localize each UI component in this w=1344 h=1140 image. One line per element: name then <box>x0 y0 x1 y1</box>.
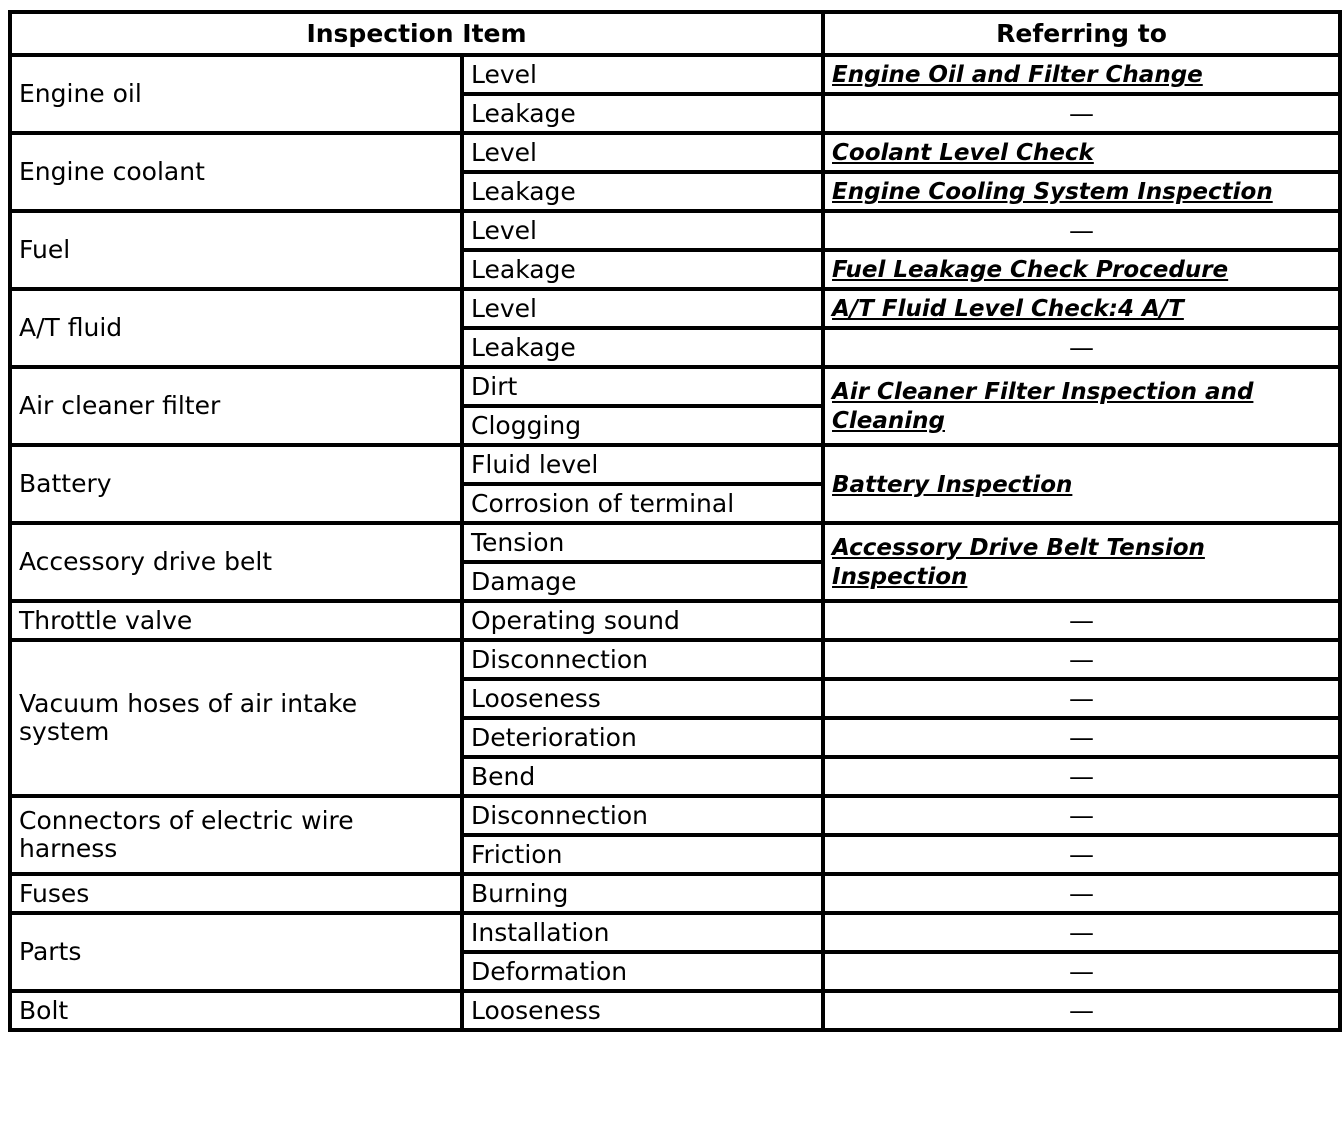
table-row <box>10 991 1340 1030</box>
ref-dash: — <box>823 952 1340 991</box>
sub-item: Looseness <box>462 991 823 1030</box>
sub-item: Deformation <box>462 952 823 991</box>
table-row <box>10 55 1340 94</box>
ref-cell <box>823 367 1340 445</box>
ref-cell <box>823 172 1340 211</box>
sub-item: Burning <box>462 874 823 913</box>
sub-item: Level <box>462 211 823 250</box>
table-row <box>10 640 1340 679</box>
inspection-table <box>8 10 1342 1032</box>
sub-item: Deterioration <box>462 718 823 757</box>
sub-item: Level <box>462 55 823 94</box>
ref-link-engine-oil-filter-change[interactable]: Engine Oil and Filter Change <box>832 62 1203 88</box>
ref-dash: — <box>823 835 1340 874</box>
ref-link-fuel-leakage-check[interactable]: Fuel Leakage Check Procedure <box>832 257 1229 283</box>
header-inspection-item: Inspection Item <box>10 12 823 55</box>
header-referring-to: Referring to <box>823 12 1340 55</box>
sub-item: Tension <box>462 523 823 562</box>
sub-item: Disconnection <box>462 796 823 835</box>
item-battery: Battery <box>10 445 462 523</box>
table-row <box>10 796 1340 835</box>
ref-dash: — <box>823 211 1340 250</box>
sub-item: Installation <box>462 913 823 952</box>
ref-dash: — <box>823 757 1340 796</box>
table-row <box>10 211 1340 250</box>
ref-dash: — <box>823 874 1340 913</box>
sub-item: Level <box>462 133 823 172</box>
sub-item: Operating sound <box>462 601 823 640</box>
table-row <box>10 445 1340 484</box>
ref-link-battery-inspection[interactable]: Battery Inspection <box>832 471 1073 498</box>
table-row <box>10 601 1340 640</box>
ref-cell <box>823 250 1340 289</box>
sub-item: Clogging <box>462 406 823 445</box>
ref-dash: — <box>823 913 1340 952</box>
ref-cell <box>823 445 1340 523</box>
ref-cell <box>823 55 1340 94</box>
item-parts: Parts <box>10 913 462 991</box>
ref-dash: — <box>823 94 1340 133</box>
ref-dash: — <box>823 328 1340 367</box>
ref-cell <box>823 133 1340 172</box>
ref-dash: — <box>823 679 1340 718</box>
item-vacuum-hoses: Vacuum hoses of air intake system <box>10 640 462 796</box>
item-fuel: Fuel <box>10 211 462 289</box>
item-engine-oil: Engine oil <box>10 55 462 133</box>
sub-item: Leakage <box>462 250 823 289</box>
ref-dash: — <box>823 640 1340 679</box>
ref-link-cooling-system-inspection[interactable]: Engine Cooling System Inspection <box>832 179 1273 205</box>
ref-link-coolant-level-check[interactable]: Coolant Level Check <box>832 140 1094 166</box>
ref-link-at-fluid-level-check[interactable]: A/T Fluid Level Check:4 A/T <box>832 296 1184 322</box>
sub-item: Disconnection <box>462 640 823 679</box>
item-throttle-valve: Throttle valve <box>10 601 462 640</box>
sub-item: Friction <box>462 835 823 874</box>
sub-item: Bend <box>462 757 823 796</box>
sub-item: Level <box>462 289 823 328</box>
sub-item: Fluid level <box>462 445 823 484</box>
table-row <box>10 874 1340 913</box>
sub-item: Leakage <box>462 172 823 211</box>
ref-dash: — <box>823 601 1340 640</box>
item-connectors: Connectors of electric wire harness <box>10 796 462 874</box>
ref-cell <box>823 523 1340 601</box>
ref-cell <box>823 289 1340 328</box>
item-at-fluid: A/T fluid <box>10 289 462 367</box>
table-row <box>10 913 1340 952</box>
table-row <box>10 289 1340 328</box>
item-air-cleaner-filter: Air cleaner filter <box>10 367 462 445</box>
item-fuses: Fuses <box>10 874 462 913</box>
ref-link-drive-belt-tension-inspection[interactable]: Accessory Drive Belt Tension Inspection <box>832 535 1205 590</box>
item-engine-coolant: Engine coolant <box>10 133 462 211</box>
sub-item: Leakage <box>462 328 823 367</box>
ref-link-air-cleaner-inspection[interactable]: Air Cleaner Filter Inspection and Cleaning <box>832 379 1254 434</box>
table-row <box>10 523 1340 562</box>
ref-dash: — <box>823 718 1340 757</box>
item-accessory-drive-belt: Accessory drive belt <box>10 523 462 601</box>
sub-item: Corrosion of terminal <box>462 484 823 523</box>
sub-item: Damage <box>462 562 823 601</box>
table-row <box>10 133 1340 172</box>
sub-item: Leakage <box>462 94 823 133</box>
header-row <box>10 12 1340 55</box>
ref-dash: — <box>823 991 1340 1030</box>
sub-item: Looseness <box>462 679 823 718</box>
table-row <box>10 367 1340 406</box>
sub-item: Dirt <box>462 367 823 406</box>
item-bolt: Bolt <box>10 991 462 1030</box>
ref-dash: — <box>823 796 1340 835</box>
